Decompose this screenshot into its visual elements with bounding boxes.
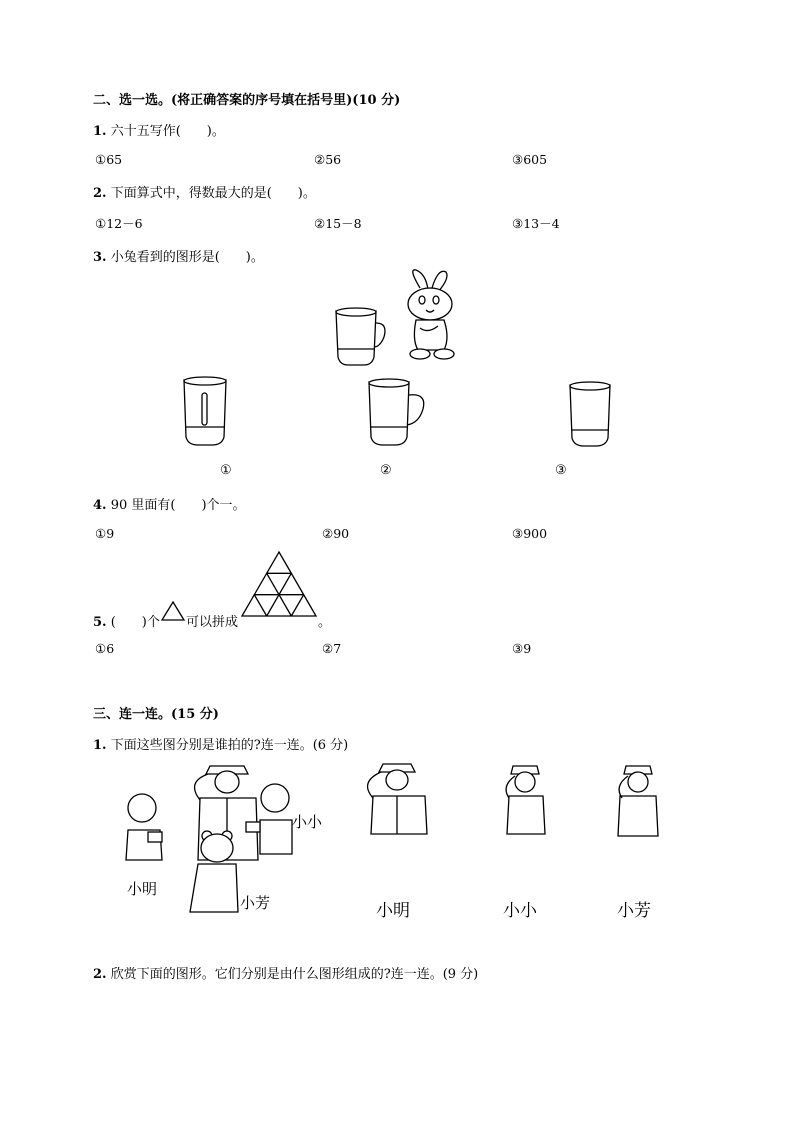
question-4-number: 4.: [93, 498, 107, 513]
photo-officer-back-saluting[interactable]: [610, 762, 670, 840]
scene-name-xiaoming: 小明: [127, 880, 158, 898]
question-2-number: 2.: [93, 186, 107, 201]
cup-front-view-figure: [180, 375, 230, 450]
q2-option-2[interactable]: ②15－8: [314, 216, 362, 231]
section3-heading: 三、连一连。(15 分): [93, 707, 219, 722]
scene-name-xiaoxiao: 小小: [292, 813, 323, 831]
question-5-number: 5.: [93, 615, 107, 630]
section3-question-1-number: 1.: [93, 738, 107, 753]
question-5-text-before: ( )个: [110, 615, 160, 630]
q4-option-2[interactable]: ②90: [322, 526, 350, 541]
question-3: [93, 246, 264, 265]
q5-option-3[interactable]: ③9: [512, 641, 532, 656]
question-3-text: 小兔看到的图形是( )。: [110, 250, 264, 265]
section3-question-2-number: 2.: [93, 967, 107, 982]
question-1-number: 1.: [93, 124, 107, 139]
cup-with-handle-figure: [330, 305, 390, 370]
figure-label-3[interactable]: ③: [555, 463, 567, 478]
scene-name-xiaofang: 小芳: [240, 894, 271, 912]
question-2-text: 下面算式中，得数最大的是( )。: [110, 186, 316, 201]
photo-label-xiaoxiao[interactable]: 小小: [503, 901, 537, 921]
question-1: [93, 120, 225, 139]
photo-officer-side-saluting[interactable]: [495, 762, 555, 838]
question-2: [93, 182, 316, 201]
figure-label-1[interactable]: ①: [220, 463, 232, 478]
photo-officer-front-saluting[interactable]: [355, 760, 435, 840]
question-5: [93, 611, 160, 630]
photo-label-xiaofang[interactable]: 小芳: [617, 901, 651, 921]
question-4: [93, 494, 246, 513]
question-3-number: 3.: [93, 250, 107, 265]
large-triangle-icon: [240, 550, 320, 620]
section3-question-1: [93, 734, 348, 753]
q2-option-3[interactable]: ③13－4: [512, 216, 560, 231]
cup-side-view-figure: [365, 377, 435, 452]
q2-option-1[interactable]: ①12－6: [95, 216, 143, 231]
section3-question-1-text: 下面这些图分别是谁拍的?连一连。(6 分): [110, 738, 349, 753]
q1-option-3[interactable]: ③605: [512, 152, 548, 167]
question-4-text: 90 里面有( )个一。: [110, 498, 246, 513]
q5-option-1[interactable]: ①6: [95, 641, 115, 656]
photo-label-xiaoming[interactable]: 小明: [376, 901, 410, 921]
section3-question-2: [93, 963, 478, 982]
q4-option-3[interactable]: ③900: [512, 526, 548, 541]
question-5-text-end: 。: [318, 615, 332, 630]
cup-back-view-figure: [566, 380, 616, 452]
figure-label-2[interactable]: ②: [380, 463, 392, 478]
q4-option-1[interactable]: ①9: [95, 526, 115, 541]
q1-option-1[interactable]: ①65: [95, 152, 123, 167]
question-5-text-middle: 可以拼成: [186, 615, 239, 630]
q5-option-2[interactable]: ②7: [322, 641, 342, 656]
rabbit-figure: [398, 268, 468, 368]
section3-question-2-text: 欣赏下面的图形。它们分别是由什么图形组成的?连一连。(9 分): [110, 967, 479, 982]
q1-option-2[interactable]: ②56: [314, 152, 342, 167]
small-triangle-icon: [160, 600, 186, 622]
section2-heading: 二、选一选。(将正确答案的序号填在括号里)(10 分): [93, 93, 401, 108]
question-1-text: 六十五写作( )。: [110, 124, 225, 139]
